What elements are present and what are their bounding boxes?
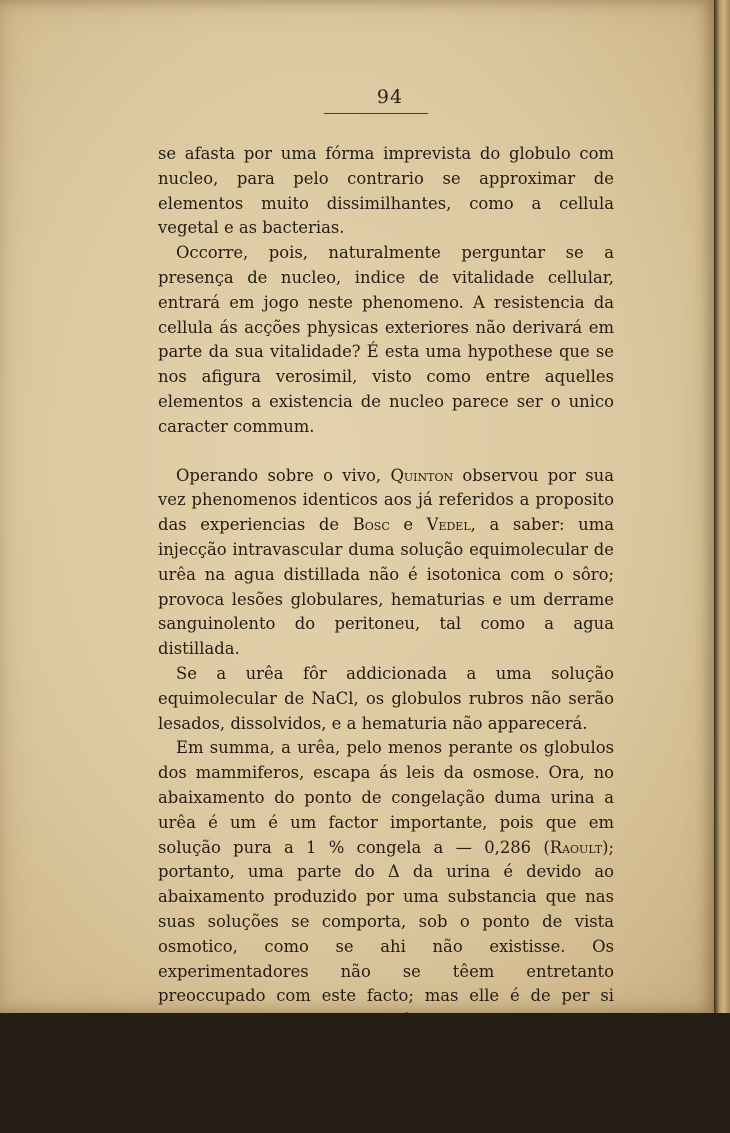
author-name: Raoult xyxy=(549,837,603,857)
paragraph xyxy=(158,142,614,241)
text-run: ); portanto, uma parte do Δ da urina é devido ao abaixamento produzido por uma substancia que nas suas soluções se comporta, sob o ponto de vista osmotico, como se ahi não existisse. Os experimentadores não se têem entretanto preoccupado com este facto; mas elle é de per si sufficiente para nos fazer vêr que uma urina e um sôro que tiverem o mesmo Δ não poderão ser isotonicos. Vamos mesmo mostrar como a diluição, longe de corrigir o erro devido á osmonocividade, póde accentua-lo. xyxy=(158,837,614,1130)
author-name: Bosc xyxy=(352,515,390,535)
header-rule xyxy=(324,113,428,114)
author-name: Quinton xyxy=(390,465,454,485)
page-number: 94 xyxy=(376,86,404,108)
text-run: Se a urêa fôr addicionada a uma solução equimolecular de NaCl, os globulos rubros não serão lesados, dissolvidos, e a hematuria não apparecerá. xyxy=(158,663,614,733)
text-run: Em summa, a urêa, pelo menos perante os globulos dos mammiferos, escapa ás leis da osmose. Ora, no abaixamento do ponto de congelação duma urina a urêa é um é um factor importante, pois que em solução pura a 1 % congela a — 0,286 ( xyxy=(158,738,614,857)
paragraph xyxy=(158,736,614,1133)
paragraph xyxy=(158,662,614,736)
paragraph xyxy=(158,241,614,439)
page-edge xyxy=(714,0,730,1013)
author-name: Vedel xyxy=(426,515,471,535)
text-run: se afasta por uma fórma imprevista do globulo com nucleo, para pelo contrario se approximar de elementos muito dissimilhantes, como a cellula vegetal e as bacterias. xyxy=(158,144,614,238)
paragraph xyxy=(158,464,614,662)
body-text xyxy=(158,142,614,1133)
text-run: observou por sua vez phenomenos identicos aos já referidos a proposito das experiencias de xyxy=(158,465,614,535)
text-run: Operando sobre o vivo, xyxy=(176,465,391,485)
text-run: Occorre, pois, naturalmente perguntar se a presença de nucleo, indice de vitalidade cellular, entrará em jogo neste phenomeno. A resistencia da cellula ás acções physicas exteriores não derivará em parte da sua vitalidade? É esta uma hypothese que se nos afigura verosimil, visto como entre aquelles elementos a existencia de nucleo parece ser o unico caracter commum. xyxy=(158,243,614,436)
text-run: e xyxy=(389,515,427,535)
text-run: , a saber: uma injecção intravascular duma solução equimolecular de urêa na agua distillada não é isotonica com o sôro; provoca lesões globulares, hematurias e um derrame sanguinolento do peritoneu, tal como a agua distillada. xyxy=(158,515,615,659)
